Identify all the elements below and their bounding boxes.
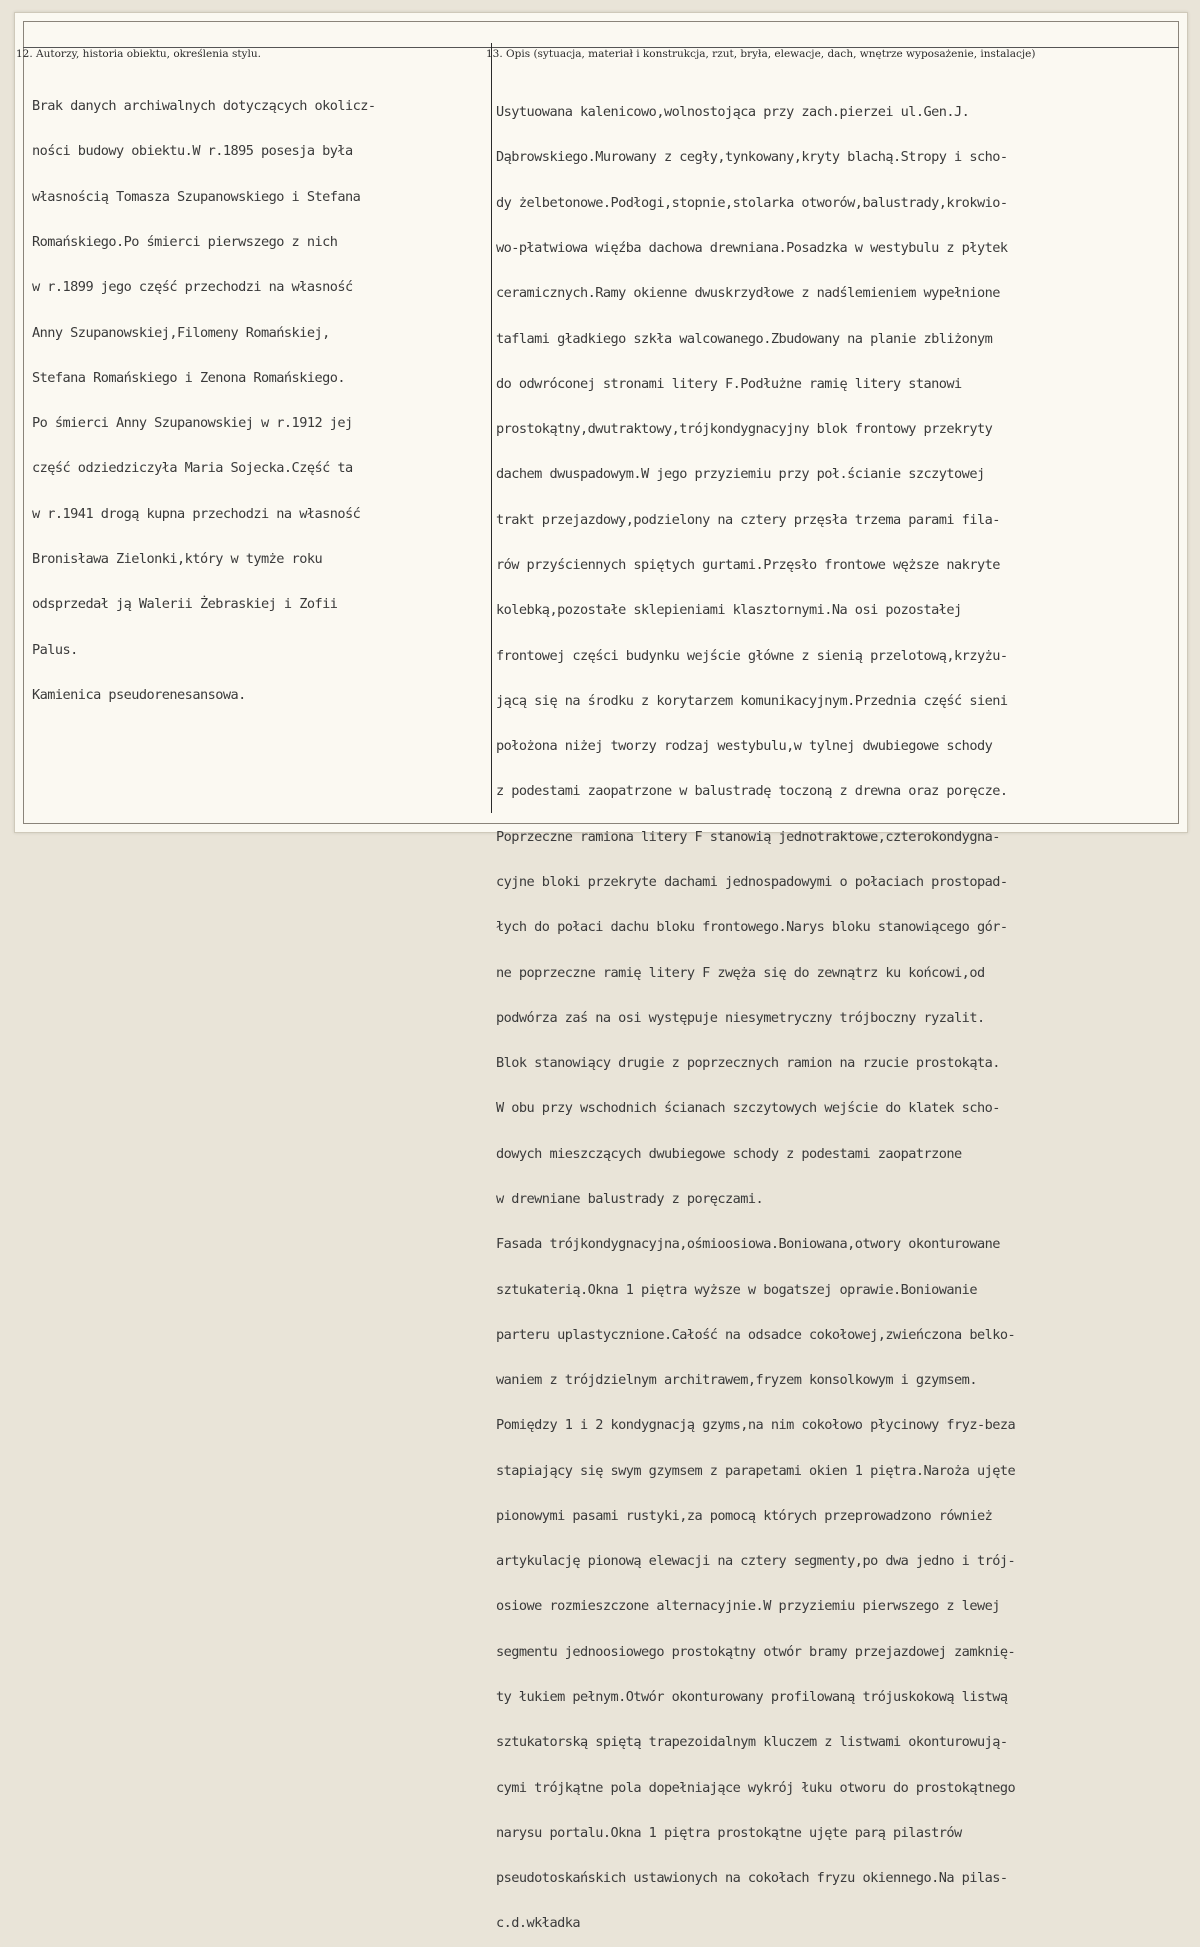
section-13-body	[496, 75, 1172, 1947]
text-line: sztukaterią.Okna 1 piętra wyższe w bogatszej oprawie.Boniowanie	[496, 1281, 977, 1298]
text-line: odsprzedał ją Walerii Żebraskiej i Zofii	[32, 596, 338, 613]
text-line: segmentu jednoosiowego prostokątny otwór bramy przejazdowej zamknię-	[496, 1643, 1016, 1660]
text-line: Stefana Romańskiego i Zenona Romańskiego.	[32, 369, 345, 386]
text-line: cymi trójkątne pola dopełniające wykrój łuku otworu do prostokątnego	[496, 1779, 1016, 1796]
text-line: ne poprzeczne ramię litery F zwęża się do zewnątrz ku końcowi,od	[496, 964, 985, 981]
text-line: własnością Tomasza Szupanowskiego i Stefana	[32, 188, 361, 205]
text-line: pseudotoskańskich ustawionych na cokołach fryzu okiennego.Na pilas-	[496, 1870, 1008, 1887]
text-line: cyjne bloki przekryte dachami jednospadowymi o połaciach prostopad-	[496, 873, 1008, 890]
text-line: rów przyściennych spiętych gurtami.Przęsło frontowe węższe nakryte	[496, 557, 1000, 573]
text-line: dachem dwuspadowym.W jego przyziemiu przy poł.ścianie szczytowej	[496, 466, 985, 483]
text-line: W obu przy wschodnich ścianach szczytowych wejście do klatek scho-	[496, 1100, 1000, 1117]
section-12-body	[32, 69, 472, 718]
text-line: w drewniane balustrady z poręczami.	[496, 1190, 764, 1207]
text-line: ty łukiem pełnym.Otwór okonturowany profilowaną trójuskokową listwą	[496, 1689, 1008, 1706]
text-line: część odziedziczyła Maria Sojecka.Część ta	[32, 460, 353, 477]
text-line: sztukatorską spiętą trapezoidalnym kluczem z listwami okonturowują-	[496, 1734, 1008, 1751]
text-line: dowych mieszczących dwubiegowe schody z podestami zaopatrzone	[496, 1145, 962, 1162]
text-line: jącą się na środku z korytarzem komunikacyjnym.Przednia część sieni	[496, 692, 1008, 709]
text-line: Po śmierci Anny Szupanowskiej w r.1912 jej	[32, 415, 353, 432]
text-line: narysu portalu.Okna 1 piętra prostokątne ujęte parą pilastrów	[496, 1824, 962, 1841]
text-line: Romańskiego.Po śmierci pierwszego z nich	[32, 234, 338, 251]
text-line: ceramicznych.Ramy okienne dwuskrzydłowe z nadślemieniem wypełnione	[496, 285, 1000, 302]
text-line: Fasada trójkondygnacyjna,ośmioosiowa.Boniowana,otwory okonturowane	[496, 1236, 1000, 1253]
text-line: w r.1941 drogą kupna przechodzi na własność	[32, 505, 361, 522]
text-line: pionowymi pasami rustyki,za pomocą których przeprowadzono również	[496, 1507, 993, 1524]
section-13-heading: 13. Opis (sytuacja, materiał i konstrukcja, rzut, bryła, elewacje, dach, wnętrze wyposażenie, instalacje)	[486, 48, 1036, 60]
column-divider	[491, 43, 492, 813]
text-line: Bronisława Zielonki,który w tymże roku	[32, 551, 323, 567]
text-line: położona niżej tworzy rodzaj westybulu,w tylnej dwubiegowe schody	[496, 738, 993, 755]
text-line: prostokątny,dwutraktowy,trójkondygnacyjny blok frontowy przekryty	[496, 421, 993, 438]
text-line: wo-płatwiowa więźba dachowa drewniana.Posadzka w westybulu z płytek	[496, 240, 1008, 257]
text-line: Kamienica pseudorenesansowa.	[32, 686, 246, 703]
text-line: łych do połaci dachu bloku frontowego.Narys bloku stanowiącego gór-	[496, 919, 1008, 936]
text-line: artykulację pionową elewacji na cztery segmenty,po dwa jedno i trój-	[496, 1553, 1016, 1570]
text-line: taflami gładkiego szkła walcowanego.Zbudowany na planie zbliżonym	[496, 330, 993, 347]
text-line: kolebką,pozostałe sklepieniami klasztornymi.Na osi pozostałej	[496, 602, 962, 619]
text-line: stapiający się swym gzymsem z parapetami okien 1 piętra.Naroża ujęte	[496, 1462, 1016, 1479]
text-line: dy żelbetonowe.Podłogi,stopnie,stolarka otworów,balustrady,krokwio-	[496, 194, 1008, 211]
text-line: c.d.wkładka	[496, 1915, 580, 1932]
text-line: frontowej części budynku wejście główne z sienią przelotową,krzyżu-	[496, 647, 1008, 664]
text-line: Pomiędzy 1 i 2 kondygnacją gzyms,na nim cokołowo płycinowy fryz-beza	[496, 1417, 1016, 1434]
text-line: z podestami zaopatrzone w balustradę toczoną z drewna oraz poręcze.	[496, 783, 1008, 800]
text-line: Anny Szupanowskiej,Filomeny Romańskiej,	[32, 324, 330, 341]
text-line: do odwróconej stronami litery F.Podłużne ramię litery stanowi	[496, 375, 962, 392]
text-line: osiowe rozmieszczone alternacyjnie.W przyziemiu pierwszego z lewej	[496, 1598, 1000, 1615]
text-line: ności budowy obiektu.W r.1895 posesja była	[32, 143, 353, 160]
text-line: podwórza zaś na osi występuje niesymetryczny trójboczny ryzalit.	[496, 1009, 985, 1026]
section-12-heading: 12. Autorzy, historia obiektu, określenia stylu.	[16, 48, 261, 60]
text-line: w r.1899 jego część przechodzi na własność	[32, 279, 353, 296]
text-line: waniem z trójdzielnym architrawem,fryzem konsolkowym i gzymsem.	[496, 1372, 977, 1389]
text-line: Dąbrowskiego.Murowany z cegły,tynkowany,kryty blachą.Stropy i scho-	[496, 149, 1008, 166]
text-line: trakt przejazdowy,podzielony na cztery przęsła trzema parami fila-	[496, 511, 1000, 528]
text-line: Usytuowana kalenicowo,wolnostojąca przy zach.pierzei ul.Gen.J.	[496, 104, 970, 121]
text-line: Blok stanowiący drugie z poprzecznych ramion na rzucie prostokąta.	[496, 1055, 1000, 1072]
text-line: Poprzeczne ramiona litery F stanowią jednotraktowe,czterokondygna-	[496, 828, 1000, 845]
text-line: Palus.	[32, 641, 78, 658]
text-line: parteru uplastycznione.Całość na odsadce cokołowej,zwieńczona belko-	[496, 1326, 1016, 1343]
text-line: Brak danych archiwalnych dotyczących okolicz-	[32, 98, 376, 115]
